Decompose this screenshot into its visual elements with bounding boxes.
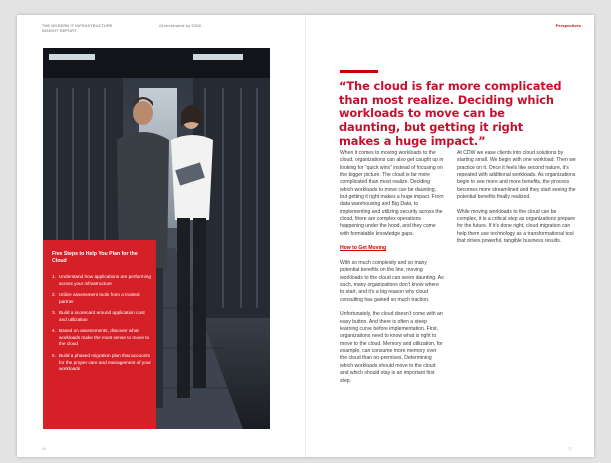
pull-quote: “The cloud is far more complicated than most realize. Deciding which workloads to move can be daunting, but getting it right makes a huge impact.” (339, 79, 562, 148)
page-number-right: 17 (568, 447, 572, 451)
page-fold (305, 15, 306, 457)
step-number: 5. (52, 352, 56, 358)
step-text: Utilize assessment tools from a trusted partner (59, 292, 140, 304)
paragraph: With so much complexity and so many potential benefits on the line, moving workloads to the cloud can seem daunting. As such, many organizations don’t know where to start, and it’s a big reason why cloud consulting has gained so much traction. (340, 260, 444, 303)
list-item (52, 292, 153, 305)
subheading: How to Get Moving (340, 245, 387, 252)
paragraph: At CDW we ease clients into cloud solutions by starting small. We begin with one workload. Then we practice on it. Once it feels like second nature, it’s repeated with additional workloads. As organizations begin to see more and more benefits, the process becomes more streamlined and they start seeing the potential benefits finally realized. (457, 150, 576, 201)
section-label: Perspectives (555, 23, 581, 28)
report-title: THE MODERN IT INFRASTRUCTURE INSIGHT REPORT (42, 23, 113, 33)
paragraph: Unfortunately, the cloud doesn’t come with an easy button. And there is often a steep learning curve before implementation. First, organizations need to know what is right to move to the cloud. Memory and utilization, for example, can consume more memory over the cloud than on-premises. Determining which workloads should move to the cloud and which should stay is an important first step. (340, 311, 443, 384)
magazine-spread (17, 15, 594, 457)
list-item (52, 310, 153, 323)
steps-list (52, 274, 153, 378)
step-number: 2. (52, 292, 56, 298)
step-text: Understand how applications are performing across your infrastructure (59, 274, 151, 286)
page-number-left: 16 (42, 447, 46, 451)
orchestrated-by: Orchestrated by CDW (159, 23, 202, 28)
five-steps-sidebar (43, 240, 156, 429)
step-text: Build a phased migration plan that accounts for the proper care and management of your workloads (59, 352, 151, 372)
paragraph: When it comes to moving workloads to the cloud, organizations can also get caught up in looking for “quick wins” instead of focusing on the bigger picture. The cloud is far more complicated than most realize. Deciding which workloads to move can be daunting, but getting it right makes a huge impact. From data warehousing and Big Data, to implementing and utilizing security across the cloud, there are complex operations happening under the hood, and they come with formidable knowledge gaps. (340, 150, 444, 237)
list-item (52, 274, 153, 287)
list-item (52, 328, 153, 348)
quote-rule (340, 70, 378, 73)
body-column-1 (340, 150, 444, 392)
sidebar-title: Five Steps to Help You Plan for the Cloud (52, 251, 138, 264)
step-number: 3. (52, 310, 56, 316)
body-column-2 (457, 150, 577, 253)
step-text: Based on assessments, discover what workloads make the most sense to move to the cloud (59, 328, 150, 347)
step-number: 1. (52, 274, 56, 279)
paragraph: While moving workloads to the cloud can be complex, it is a critical step as organizations prepare for the future. If it’s done right, cloud migration can help them use technology as a transformational tool that drives powerful, tangible business results. (457, 208, 576, 245)
list-item (52, 353, 153, 373)
step-number: 4. (52, 328, 56, 334)
step-text: Build a scorecard around application cost and utilization (59, 310, 145, 322)
